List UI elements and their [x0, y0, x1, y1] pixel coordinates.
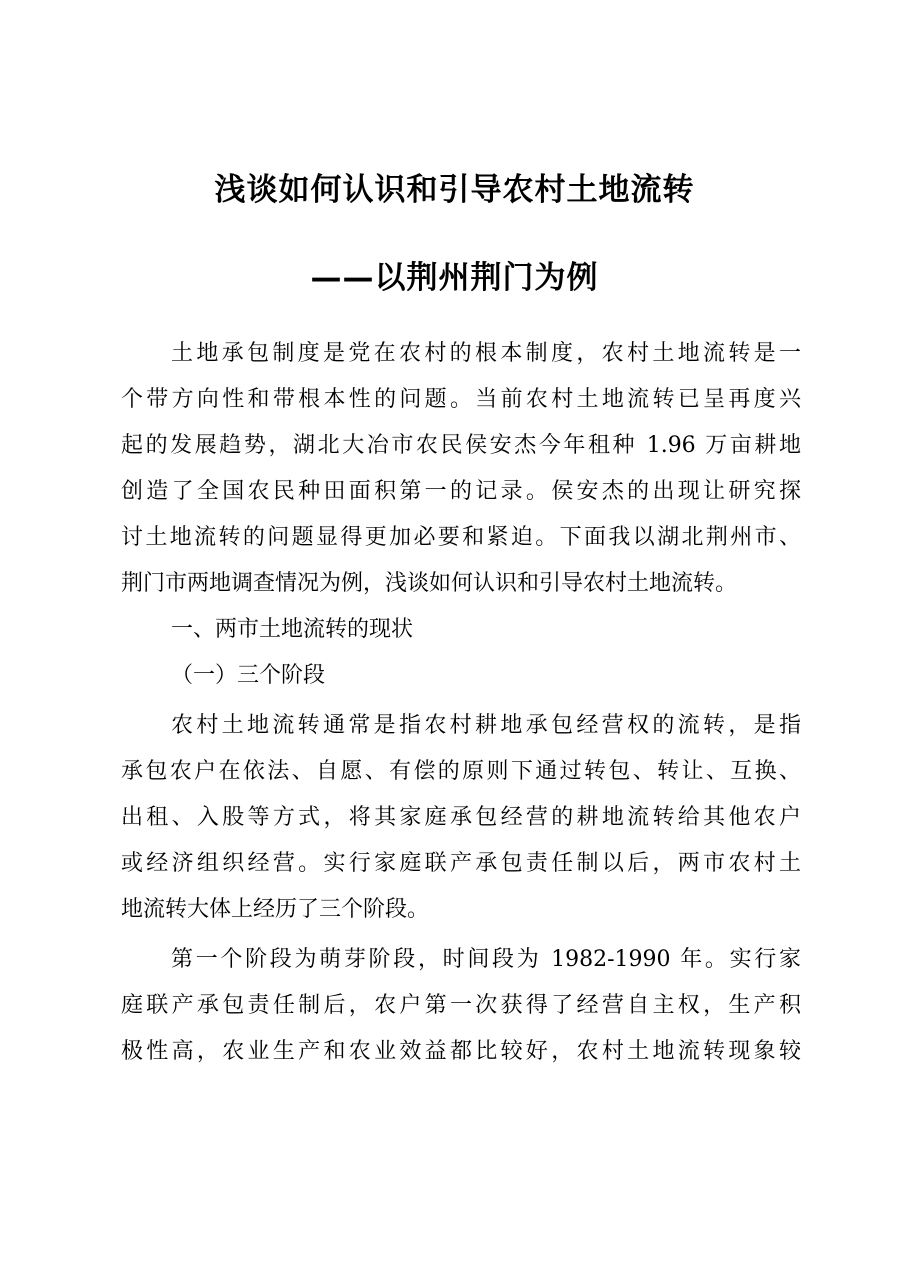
section-heading [121, 607, 801, 653]
subsection-heading [121, 653, 801, 699]
paragraph-line: 起的发展趋势，湖北大冶市农民侯安杰今年租种 1.96 万亩耕地 [121, 433, 801, 458]
paragraph-line: 第一个阶段为萌芽阶段，时间段为 1982-1990 年。实行家 [171, 947, 801, 972]
subsection-heading-text: （一）三个阶段 [171, 663, 326, 688]
paragraph-line: 地流转大体上经历了三个阶段。 [121, 897, 430, 922]
paragraph [121, 703, 801, 933]
paragraph-line: 极性高，农业生产和农业效益都比较好，农村土地流转现象较 [121, 1039, 801, 1064]
document-subtitle: ——以荆州荆门为例 [310, 260, 599, 296]
document-title: 浅谈如何认识和引导农村土地流转 [214, 172, 695, 208]
document-body [121, 331, 801, 1075]
section-heading-text: 一、两市土地流转的现状 [171, 617, 414, 642]
paragraph-line: 或经济组织经营。实行家庭联产承包责任制以后，两市农村土 [121, 851, 801, 876]
paragraph-line: 创造了全国农民种田面积第一的记录。侯安杰的出现让研究探 [121, 479, 801, 504]
paragraph [121, 937, 801, 1075]
paragraph-line: 承包农户在依法、自愿、有偿的原则下通过转包、转让、互换、 [121, 759, 801, 784]
paragraph-line: 土地承包制度是党在农村的根本制度，农村土地流转是一 [171, 341, 801, 366]
paragraph [121, 331, 801, 607]
paragraph-line: 讨土地流转的问题显得更加必要和紧迫。下面我以湖北荆州市、 [121, 525, 801, 550]
paragraph-line: 荆门市两地调查情况为例，浅谈如何认识和引导农村土地流转。 [121, 571, 738, 596]
paragraph-line: 个带方向性和带根本性的问题。当前农村土地流转已呈再度兴 [121, 387, 801, 412]
paragraph-line: 农村土地流转通常是指农村耕地承包经营权的流转，是指 [171, 713, 801, 738]
paragraph-line: 出租、入股等方式，将其家庭承包经营的耕地流转给其他农户 [121, 805, 801, 830]
paragraph-line: 庭联产承包责任制后，农户第一次获得了经营自主权，生产积 [121, 993, 801, 1018]
